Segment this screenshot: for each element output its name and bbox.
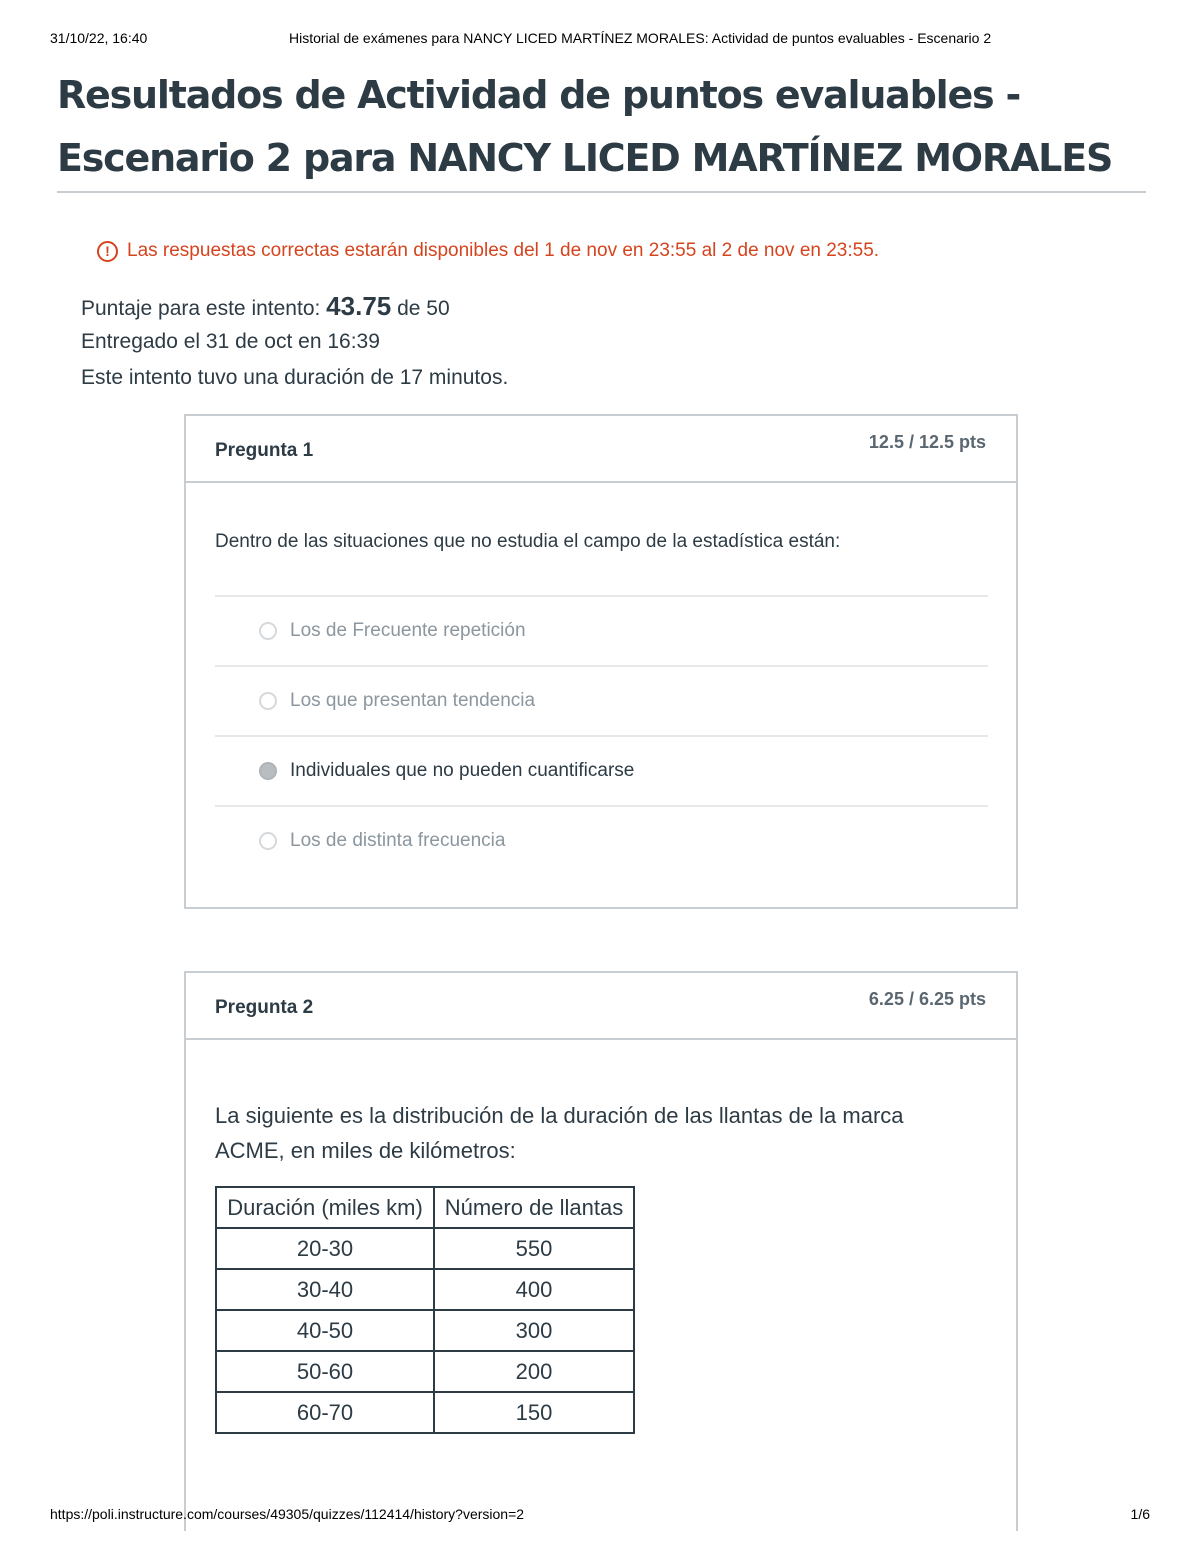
table-cell: 40-50: [216, 1310, 434, 1351]
table-cell: 60-70: [216, 1392, 434, 1433]
table-cell: 300: [434, 1310, 634, 1351]
score-line: [81, 288, 508, 324]
table-row: [216, 1392, 634, 1433]
title-divider: [57, 191, 1146, 193]
notice-text: Las respuestas correctas estarán disponibles del 1 de nov en 23:55 al 2 de nov en 23:55.: [127, 240, 880, 261]
table-cell: 50-60: [216, 1351, 434, 1392]
radio-button-icon[interactable]: [259, 692, 277, 710]
table-row: [216, 1269, 634, 1310]
answer-label: Los de Frecuente repetición: [290, 620, 526, 641]
answer-label: Los de distinta frecuencia: [290, 830, 506, 851]
answer-option-selected[interactable]: [215, 735, 988, 805]
table-row: [216, 1310, 634, 1351]
column-header: Número de llantas: [434, 1187, 634, 1228]
print-document-title: Historial de exámenes para NANCY LICED MARTÍNEZ MORALES: Actividad de puntos evaluables - Escenario 2: [289, 30, 992, 46]
table-row: [216, 1351, 634, 1392]
question-2: [184, 971, 1018, 1531]
answer-list: [215, 595, 988, 875]
answer-option[interactable]: [215, 595, 988, 665]
question-1: [184, 414, 1018, 909]
question-points: 12.5 / 12.5 pts: [868, 432, 986, 452]
table-cell: 150: [434, 1392, 634, 1433]
table-cell: 200: [434, 1351, 634, 1392]
print-header: [50, 30, 1150, 50]
attempt-summary: [81, 288, 508, 396]
table-cell: 550: [434, 1228, 634, 1269]
question-points: 6.25 / 6.25 pts: [868, 989, 986, 1009]
page-url: https://poli.instructure.com/courses/49305/quizzes/112414/history?version=2: [50, 1506, 525, 1522]
page-title: Resultados de Actividad de puntos evaluables - Escenario 2 para NANCY LICED MARTÍNEZ MORALES: [57, 73, 1113, 180]
radio-button-icon[interactable]: [259, 832, 277, 850]
tire-duration-table: [215, 1186, 635, 1434]
warning-circle-icon: !: [97, 241, 118, 262]
score-value: 43.75: [326, 291, 392, 321]
table-cell: 20-30: [216, 1228, 434, 1269]
question-header: [186, 416, 1016, 483]
table-header-row: [216, 1187, 634, 1228]
radio-button-selected-icon[interactable]: [259, 762, 277, 780]
answer-option[interactable]: [215, 805, 988, 875]
question-title: Pregunta 1: [215, 440, 314, 461]
print-date: 31/10/22, 16:40: [50, 30, 148, 46]
answers-availability-notice: [97, 240, 879, 262]
question-text: Dentro de las situaciones que no estudia el campo de la estadística están:: [215, 531, 841, 552]
radio-button-icon[interactable]: [259, 622, 277, 640]
question-text: La siguiente es la distribución de la duración de las llantas de la marca ACME, en miles de kilómetros:: [215, 1103, 904, 1163]
table-cell: 30-40: [216, 1269, 434, 1310]
page-number: 1/6: [1130, 1506, 1150, 1522]
column-header: Duración (miles km): [216, 1187, 434, 1228]
answer-label: Individuales que no pueden cuantificarse: [290, 760, 635, 781]
table-row: [216, 1228, 634, 1269]
answer-label: Los que presentan tendencia: [290, 690, 536, 711]
question-title: Pregunta 2: [215, 997, 314, 1018]
answer-option[interactable]: [215, 665, 988, 735]
table-cell: 400: [434, 1269, 634, 1310]
duration-line: Este intento tuvo una duración de 17 minutos.: [81, 366, 509, 389]
score-total: de 50: [391, 297, 450, 320]
submitted-line: Entregado el 31 de oct en 16:39: [81, 330, 380, 353]
score-label: Puntaje para este intento:: [81, 297, 327, 320]
question-header: [186, 973, 1016, 1040]
